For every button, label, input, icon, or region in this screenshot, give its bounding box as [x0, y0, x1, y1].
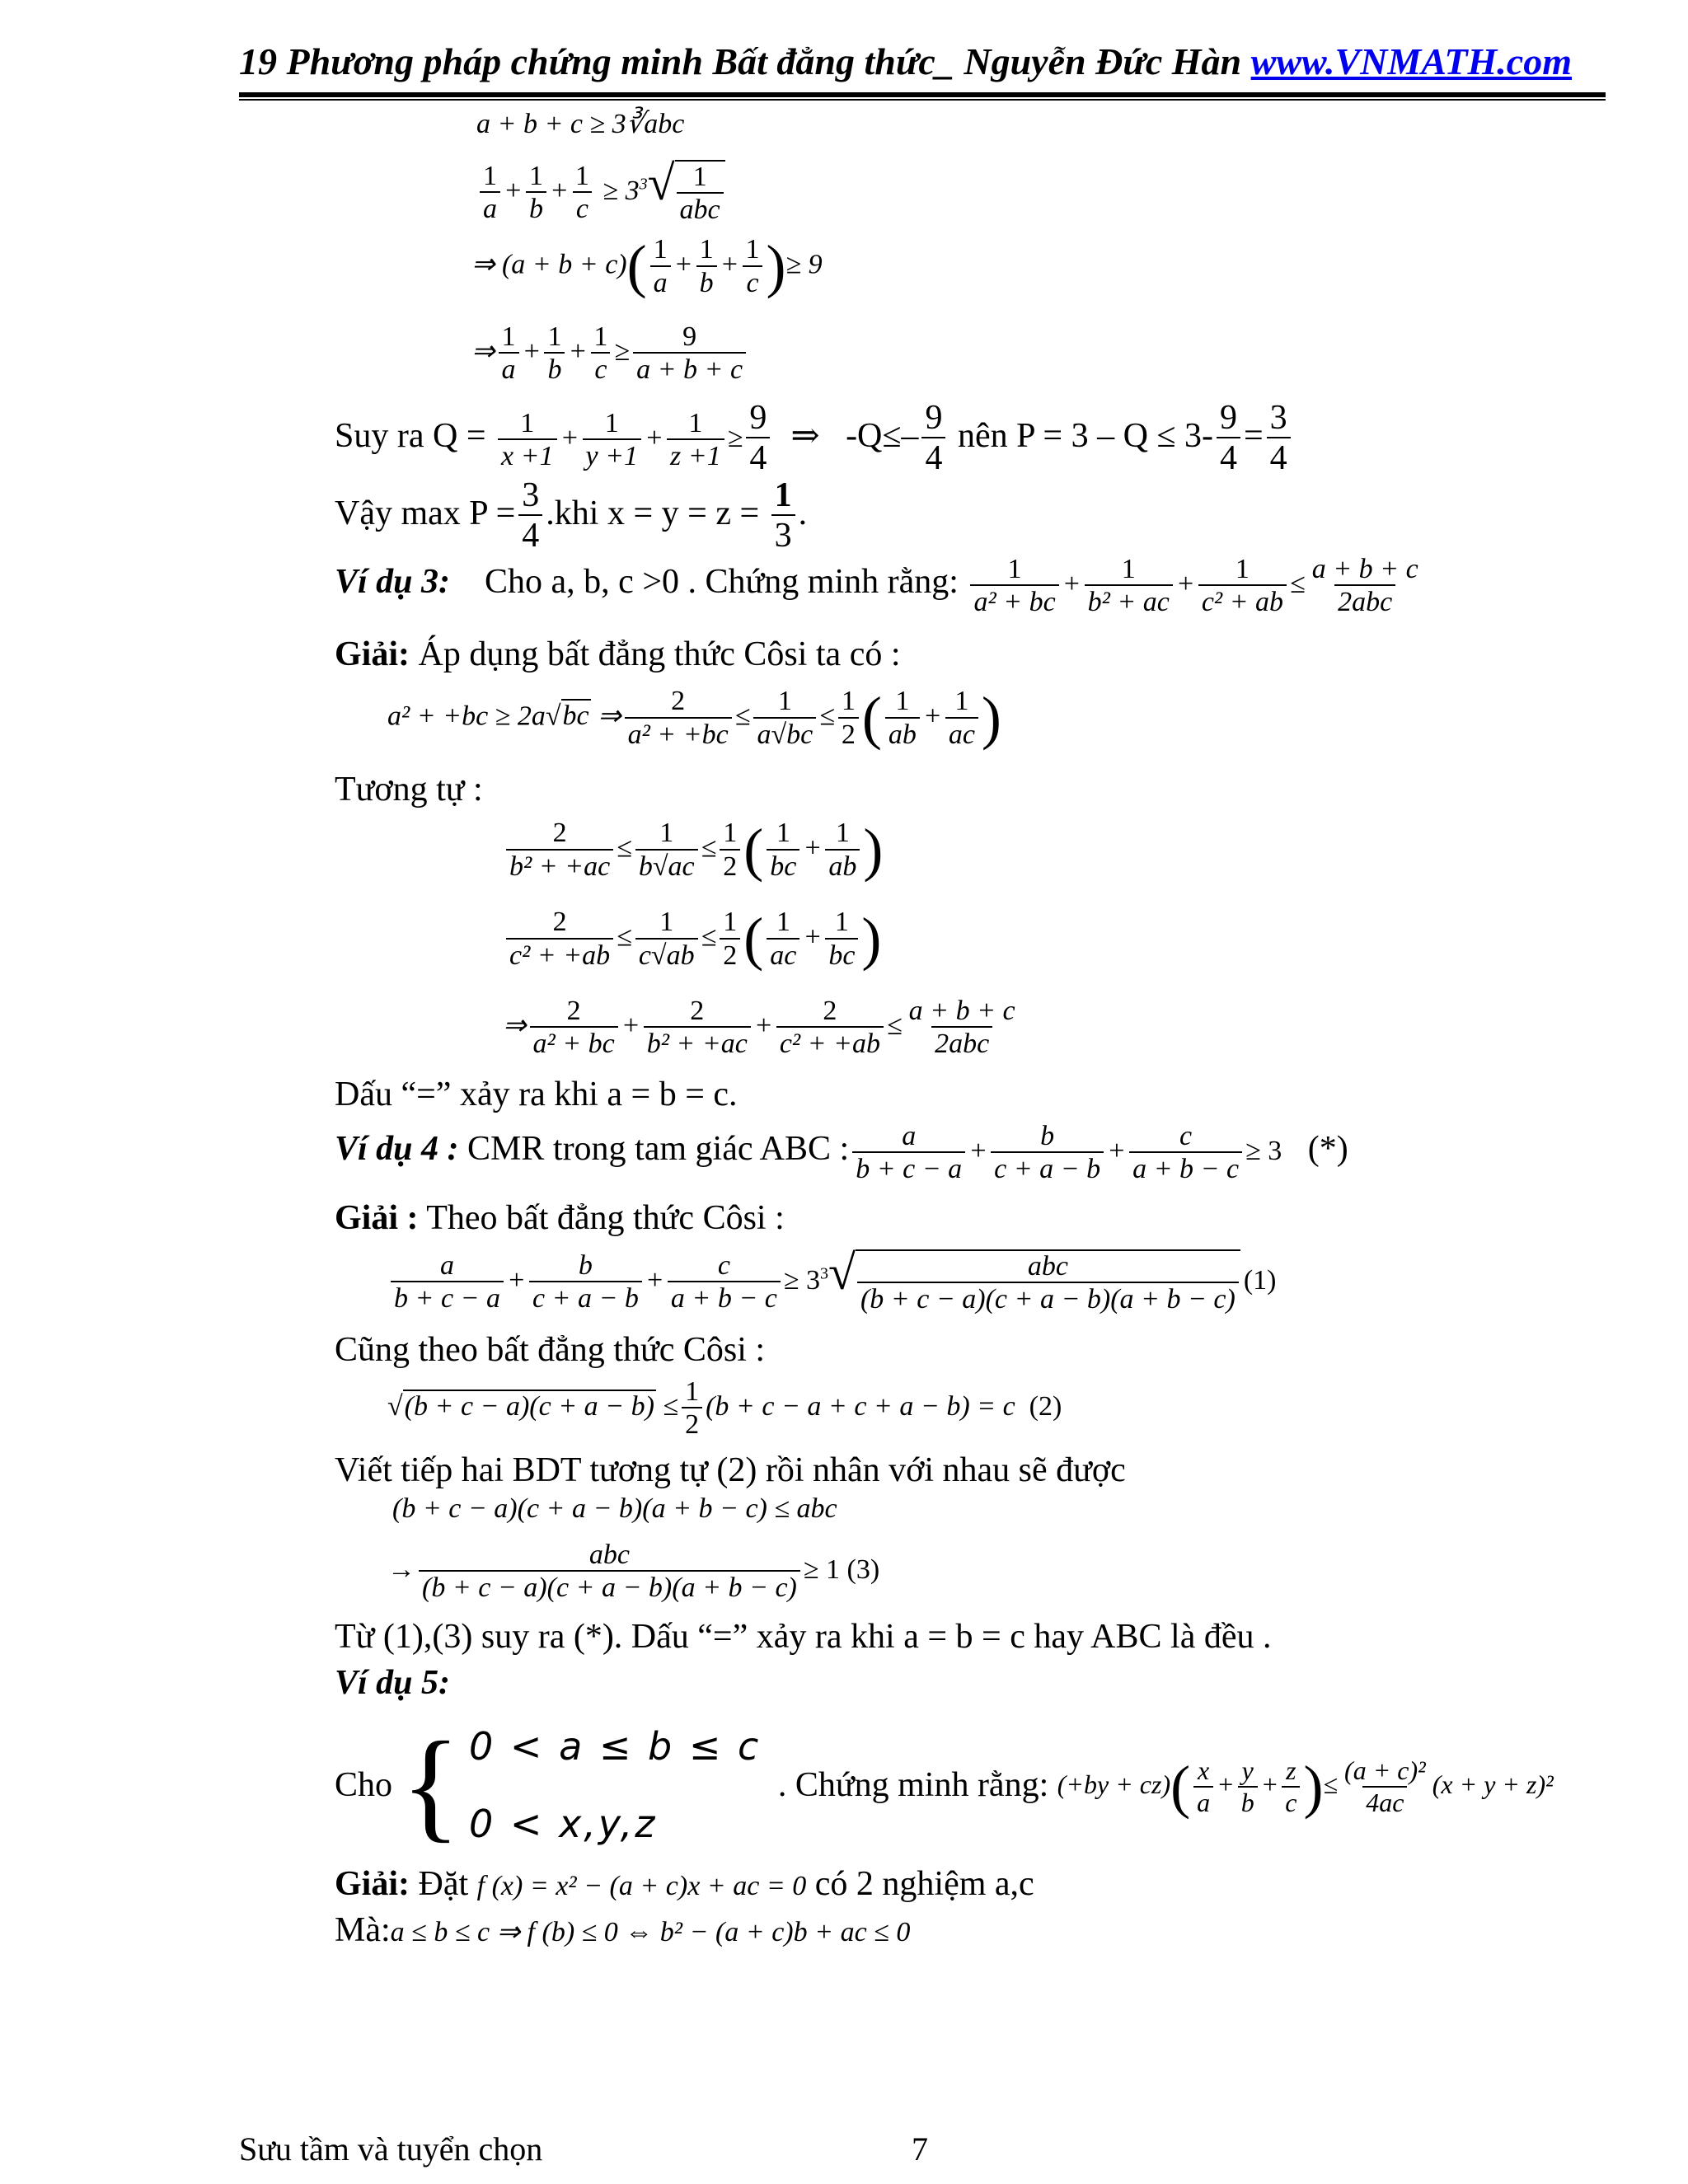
vidu5-line: Cho { 0 < a ≤ b ≤ c 0 < x,y,z . Chứng minh rằng: (+by + cz)( $\frac{x}{a}$ + $\frac{y}{b}$ + $\frac{z}{c}$ )≤ $\frac{\text{(a + c)²}}{4ac}$ (x + y + z)² — [335, 1717, 1554, 1854]
tuong-tu: Tương tự : — [335, 771, 483, 808]
footer-left: Sưu tầm và tuyển chọn — [239, 2130, 543, 2168]
dau-bang-3: Dấu “=” xảy ra khi a = b = c. — [335, 1076, 738, 1113]
eq-vidu4-product: (b + c − a)(c + a − b)(a + b − c) ≤ abc — [392, 1493, 837, 1524]
eq-harmonic: ⇒ $\frac{1}{a}$ + $\frac{1}{b}$ + $\frac{1}{c}$ ≥ $\frac{9}{a + b + c}$ — [471, 321, 749, 386]
tu13-line: Từ (1),(3) suy ra (*). Dấu “=” xảy ra khi a = b = c hay ABC là đều . — [335, 1618, 1272, 1656]
page-number: 7 — [912, 2130, 928, 2168]
eq-amgm-reciprocal: $\frac{1}{a}$ + $\frac{1}{b}$ + $\frac{1}{c}$ ≥ $3^3√$ $\frac{1}{\text{abc}}$ — [476, 155, 729, 226]
eq-vidu4-3: → $\frac{\text{abc}}{(b + c - a)(c + a - b)(a + b - c)}$ ≥ 1 (3) — [387, 1540, 880, 1604]
giai5-line: Giải: Đặt f (x) = x² − (a + c)x + ac = 0 có 2 nghiệm a,c — [335, 1865, 1034, 1903]
giai4-line: Giải : Theo bất đẳng thức Côsi : — [335, 1199, 785, 1237]
vidu3-line: Ví dụ 3: Cho a, b, c >0 . Chứng minh rằng: $\frac{1}{\text{a² + bc}}$ + $\frac{1}{\text{b² + ac}}$ + $\frac{1}{\text{c² + ab}}$ ≤ $\frac{a + b + c}{\text{2abc}}$ — [335, 554, 1418, 618]
giai3-line: Giải: Áp dụng bất đẳng thức Côsi ta có : — [335, 635, 901, 673]
page-header — [239, 40, 1599, 83]
eq-cosi-a: a² + +bc ≥ 2a√bc ⇒ $\frac{2}{\text{a² + +bc}}$ ≤ $\frac{1}{a√bc}$ ≤ $\frac{1}{2}$ ( $\frac{1}{ab}$ + $\frac{1}{ac}$ ) — [387, 685, 1001, 751]
vidu5-label: Ví dụ 5: — [335, 1664, 451, 1702]
vidu4-line: Ví dụ 4 : CMR trong tam giác ABC : $\frac{a}{b + c - a}$ + $\frac{b}{c + a - b}$ + $\frac{c}{a + b - c}$ ≥ 3 (*) — [335, 1121, 1348, 1185]
viet-tiep: Viết tiếp hai BDT tương tự (2) rồi nhân với nhau sẽ được — [335, 1451, 1126, 1489]
header-rule — [239, 92, 1606, 97]
eq-vidu4-2: √(b + c − a)(c + a − b) ≤ $\frac{1}{2}$ (b + c − a + c + a − b) = c (2) — [387, 1376, 1062, 1441]
eq-vidu4-1: $\frac{a}{b + c - a}$ + $\frac{b}{c + a - b}$ + $\frac{c}{a + b - c}$ ≥ $3^3√$ $\frac{\text{abc}}{(b + c - a)(c + a - b)(a + b - c)}$ (1) — [387, 1244, 1277, 1315]
cung-theo: Cũng theo bất đẳng thức Côsi : — [335, 1331, 766, 1369]
header-rule-thin — [239, 99, 1606, 101]
header-link[interactable]: www.VNMATH.com — [1250, 40, 1572, 82]
ma-line: Mà:a ≤ b ≤ c ⇒ f (b) ≤ 0 ⇔ b² − (a + c)b + ac ≤ 0 — [335, 1911, 911, 1949]
eq-product-9: ⇒ (a + b + c)( $\frac{1}{a}$ + $\frac{1}{b}$ + $\frac{1}{c}$ )≥ 9 — [471, 233, 823, 299]
header-title: 19 Phương pháp chứng minh Bất đẳng thức_ Nguyễn Đức Hàn — [239, 40, 1242, 82]
suy-ra-line: Suy ra Q = $\frac{1}{x +1}$ + $\frac{1}{y +1}$ + $\frac{1}{z +1}$ ≥ $\frac{9}{4}$ ⇒ -Q≤– $\frac{9}{4}$ nên P = 3 – Q ≤ 3- $\frac{9}{4}$ = $\frac{3}{4}$ — [335, 399, 1294, 478]
eq-amgm-sum: a + b + c ≥ 3∛abc — [476, 109, 685, 139]
eq-cosi-c: $\frac{2}{\text{c² + +ab}}$ ≤ $\frac{1}{c√ab}$ ≤ $\frac{1}{2}$ ( $\frac{1}{ac}$ + $\frac{1}{bc}$ ) — [503, 905, 881, 973]
vay-max-line: Vậy max P = $\frac{3}{4}$ .khi x = y = z = $\frac{1}{3}$ . — [335, 476, 808, 555]
eq-cosi-b: $\frac{2}{\text{b² + +ac}}$ ≤ $\frac{1}{b√ac}$ ≤ $\frac{1}{2}$ ( $\frac{1}{bc}$ + $\frac{1}{ab}$ ) — [503, 816, 883, 884]
eq-sum-vidu3: ⇒ $\frac{2}{\text{a² + bc}}$ + $\frac{2}{\text{b² + +ac}}$ + $\frac{2}{\text{c² + +ab}}$ ≤ $\frac{a + b + c}{\text{2abc}}$ — [503, 996, 1015, 1060]
